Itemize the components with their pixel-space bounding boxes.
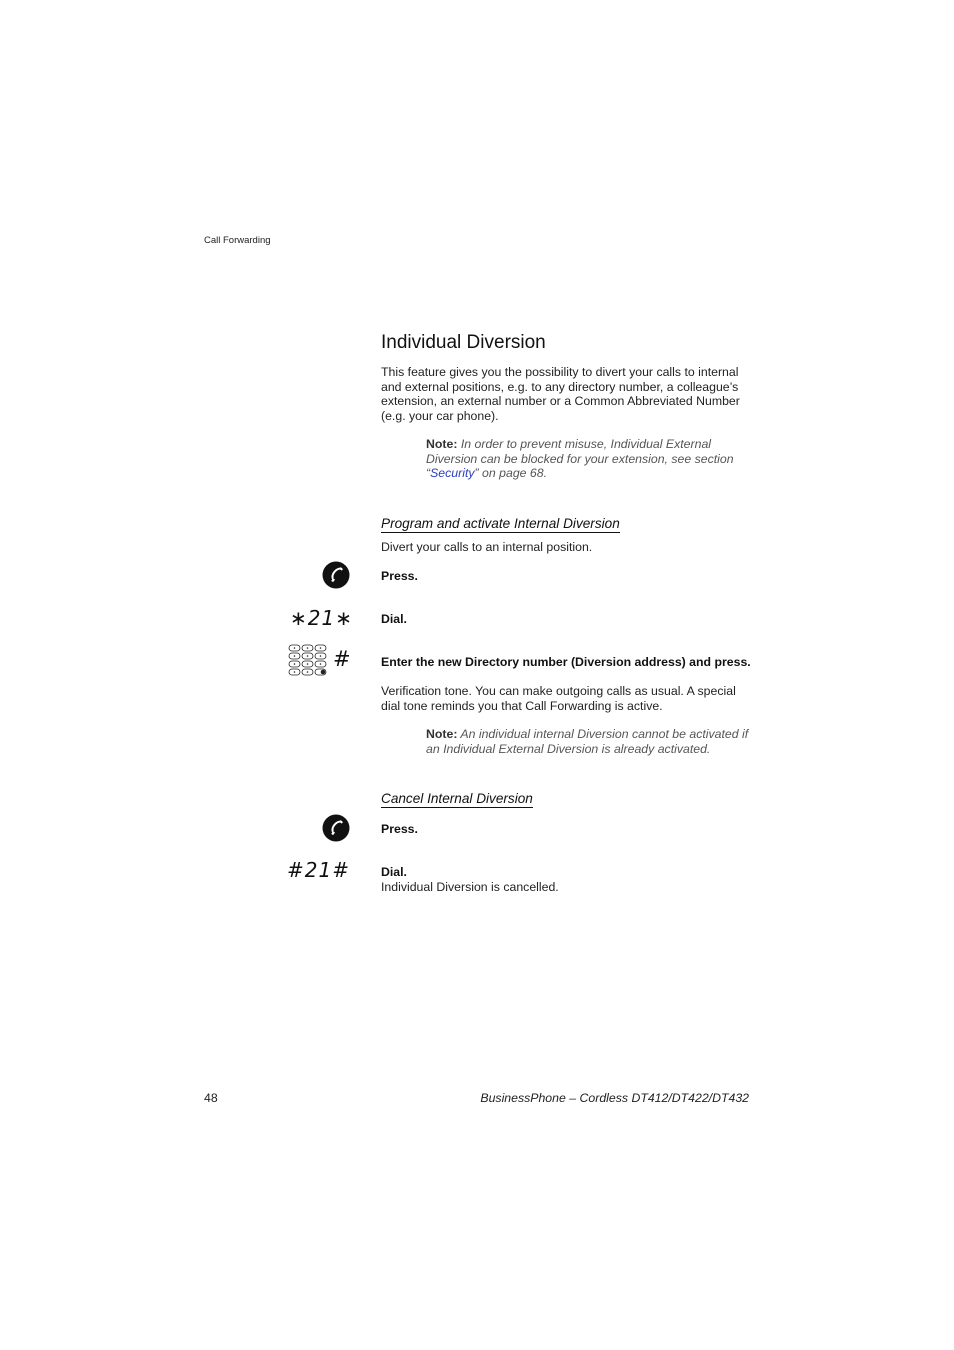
phone-handset-icon bbox=[322, 561, 350, 589]
dial-code-activate: ∗21∗ bbox=[290, 606, 353, 630]
section-header: Call Forwarding bbox=[204, 235, 271, 246]
security-link[interactable]: Security bbox=[430, 466, 475, 481]
note-text: An individual internal Diversion cannot be activated if an Individual External Diversion is already activated. bbox=[426, 727, 749, 756]
cancel-result: Individual Diversion is cancelled. bbox=[381, 880, 559, 894]
intro-paragraph: This feature gives you the possibility to divert your calls to internal and external positions, e.g. to any directory number, a colleague’s extension, an external number or a Common Abbreviated Number (e.g. your car phone). bbox=[381, 365, 740, 423]
step-enter-label: Enter the new Directory number (Diversion address) and press. bbox=[381, 655, 751, 669]
step-enter-description: Verification tone. You can make outgoing calls as usual. A special dial tone reminds you that Call Forwarding is active. bbox=[381, 684, 736, 713]
note-internal-diversion bbox=[426, 727, 754, 756]
page-title: Individual Diversion bbox=[381, 332, 546, 353]
note-label: Note: bbox=[426, 727, 458, 741]
subheading-program: Program and activate Internal Diversion bbox=[381, 516, 620, 531]
step-dial-label: Dial. bbox=[381, 612, 407, 626]
note-text-after: ” on page 68. bbox=[474, 466, 548, 481]
note-security bbox=[426, 437, 751, 481]
hash-key: # bbox=[333, 647, 351, 671]
phone-handset-icon bbox=[322, 814, 350, 842]
note-text-before: In order to prevent misuse, Individual External Diversion can be blocked for your extension, see section “ bbox=[426, 437, 734, 481]
keypad-icon bbox=[288, 644, 330, 678]
document-title: BusinessPhone – Cordless DT412/DT422/DT432 bbox=[480, 1091, 749, 1105]
page-number: 48 bbox=[204, 1091, 218, 1105]
subheading-cancel: Cancel Internal Diversion bbox=[381, 791, 533, 806]
dial-code-cancel: #21# bbox=[287, 858, 350, 882]
program-description: Divert your calls to an internal position. bbox=[381, 540, 593, 554]
step-dial-label: Dial. bbox=[381, 865, 407, 879]
step-press-label: Press. bbox=[381, 822, 418, 836]
note-label: Note: bbox=[426, 437, 458, 451]
step-press-label: Press. bbox=[381, 569, 418, 583]
